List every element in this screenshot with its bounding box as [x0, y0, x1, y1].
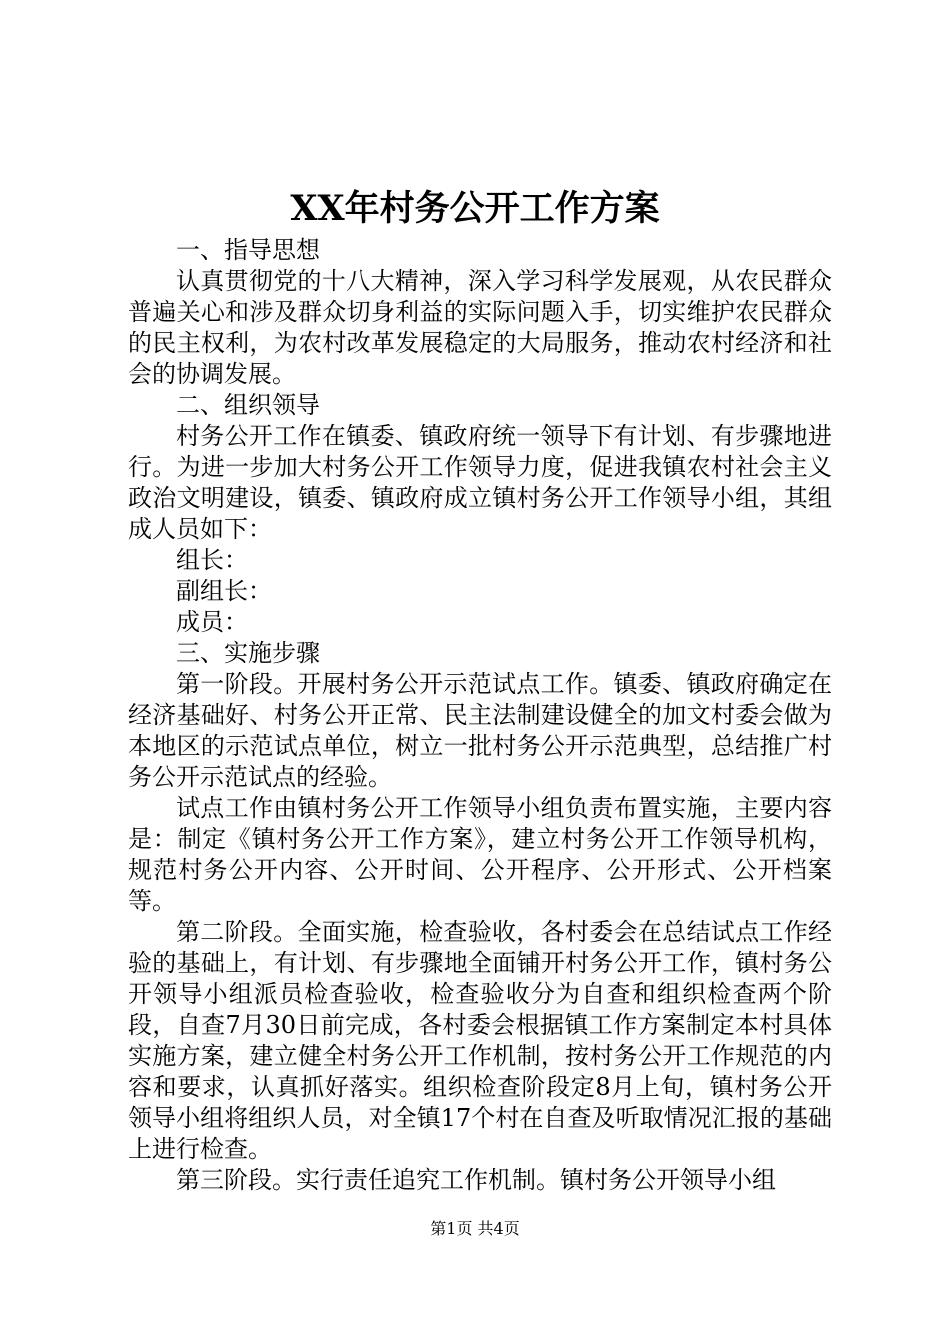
paragraph-guiding-thought: 认真贯彻党的十八大精神，深入学习科学发展观，从农民群众普遍关心和涉及群众切身利益的实际问题入手，切实维护农民群众的民主权利，为农村改革发展稳定的大局服务，推动农村经济和社会的协调发展。 — [128, 267, 832, 388]
members-line: 成员： — [176, 608, 248, 636]
paragraph-stage-one: 第一阶段。开展村务公开示范试点工作。镇委、镇政府确定在经济基础好、村务公开正常、民主法制建设健全的加文村委会做为本地区的示范试点单位，树立一批村务公开示范典型，总结推广村务公开示范试点的经验。 — [128, 670, 832, 791]
section-heading-guiding-thought: 一、指导思想 — [176, 236, 320, 264]
deputy-leader-line: 副组长： — [176, 577, 272, 605]
team-leader-line: 组长： — [176, 546, 248, 574]
section-heading-organization: 二、组织领导 — [176, 391, 320, 419]
paragraph-stage-two: 第二阶段。全面实施，检查验收，各村委会在总结试点工作经验的基础上，有计划、有步骤地全面铺开村务公开工作，镇村务公开领导小组派员检查验收，检查验收分为自查和组织检查两个阶段，自查7月30日前完成，各村委会根据镇工作方案制定本村具体实施方案，建立健全村务公开工作机制，按村务公开工作规范的内容和要求，认真抓好落实。组织检查阶段定8月上旬，镇村务公开领导小组将组织人员，对全镇17个村在自查及听取情况汇报的基础上进行检查。 — [128, 918, 832, 1163]
paragraph-organization: 村务公开工作在镇委、镇政府统一领导下有计划、有步骤地进行。为进一步加大村务公开工作领导力度，促进我镇农村社会主义政治文明建设，镇委、镇政府成立镇村务公开工作领导小组，其组成人员如下： — [128, 422, 832, 543]
paragraph-stage-three: 第三阶段。实行责任追究工作机制。镇村务公开领导小组 — [176, 1166, 776, 1194]
document-title: XX年村务公开工作方案 — [290, 188, 660, 229]
page-footer: 第1页 共4页 — [430, 1219, 520, 1238]
document-body — [128, 235, 832, 1196]
section-heading-implementation: 三、实施步骤 — [176, 639, 320, 667]
paragraph-pilot-work: 试点工作由镇村务公开工作领导小组负责布置实施，主要内容是：制定《镇村务公开工作方案》，建立村务公开工作领导机构，规范村务公开内容、公开时间、公开程序、公开形式、公开档案等。 — [128, 794, 832, 915]
